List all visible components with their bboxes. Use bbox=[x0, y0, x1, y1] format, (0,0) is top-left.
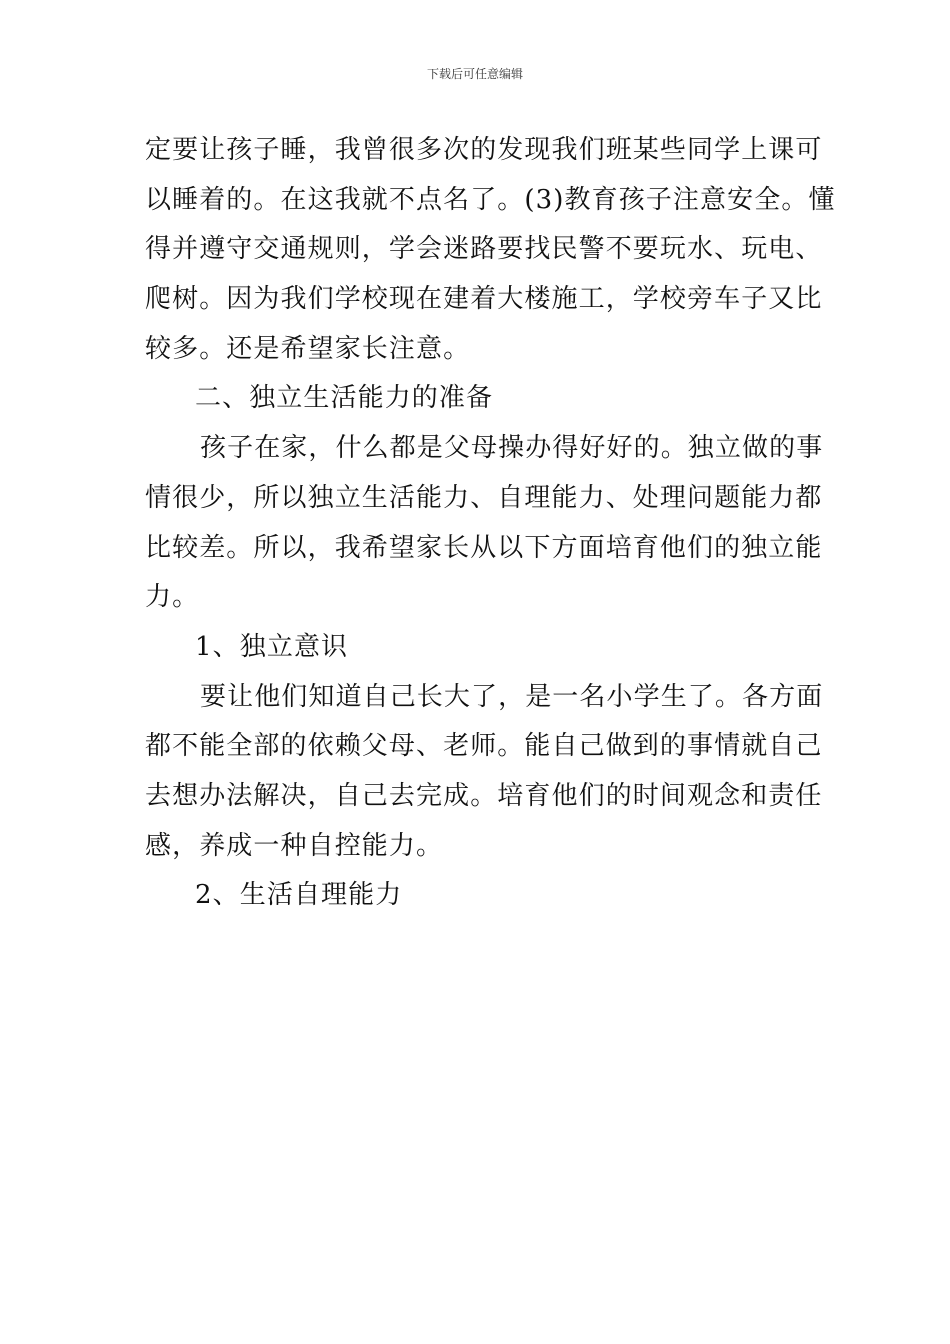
text-line: 要让他们知道自己长大了，是一名小学生了。各方面 bbox=[200, 681, 824, 712]
text-line: 爬树。因为我们学校现在建着大楼施工，学校旁车子又比 bbox=[145, 284, 823, 315]
document-body bbox=[145, 126, 836, 921]
page-header-note: 下载后可任意编辑 bbox=[426, 67, 523, 81]
text-line: 都不能全部的依赖父母、老师。能自己做到的事情就自己 bbox=[145, 731, 823, 762]
text-line: 较多。还是希望家长注意。 bbox=[145, 333, 471, 364]
text-line: 孩子在家，什么都是父母操办得好好的。独立做的事 bbox=[200, 433, 824, 464]
text-line: 以睡着的。在这我就不点名了。(3)教育孩子注意安全。懂 bbox=[145, 184, 836, 215]
subsection-heading: 2、生活自理能力 bbox=[195, 880, 403, 911]
subsection-heading: 1、独立意识 bbox=[195, 631, 349, 662]
text-line: 得并遵守交通规则，学会迷路要找民警不要玩水、玩电、 bbox=[145, 234, 823, 265]
text-line: 情很少，所以独立生活能力、自理能力、处理问题能力都 bbox=[145, 482, 823, 513]
text-line: 定要让孩子睡，我曾很多次的发现我们班某些同学上课可 bbox=[145, 135, 823, 165]
text-line: 去想办法解决，自己去完成。培育他们的时间观念和责任 bbox=[145, 780, 823, 811]
text-line: 力。 bbox=[145, 582, 200, 613]
section-heading: 二、独立生活能力的准备 bbox=[195, 383, 494, 414]
text-line: 感，养成一种自控能力。 bbox=[145, 830, 444, 861]
text-line: 比较差。所以，我希望家长从以下方面培育他们的独立能 bbox=[145, 532, 823, 563]
